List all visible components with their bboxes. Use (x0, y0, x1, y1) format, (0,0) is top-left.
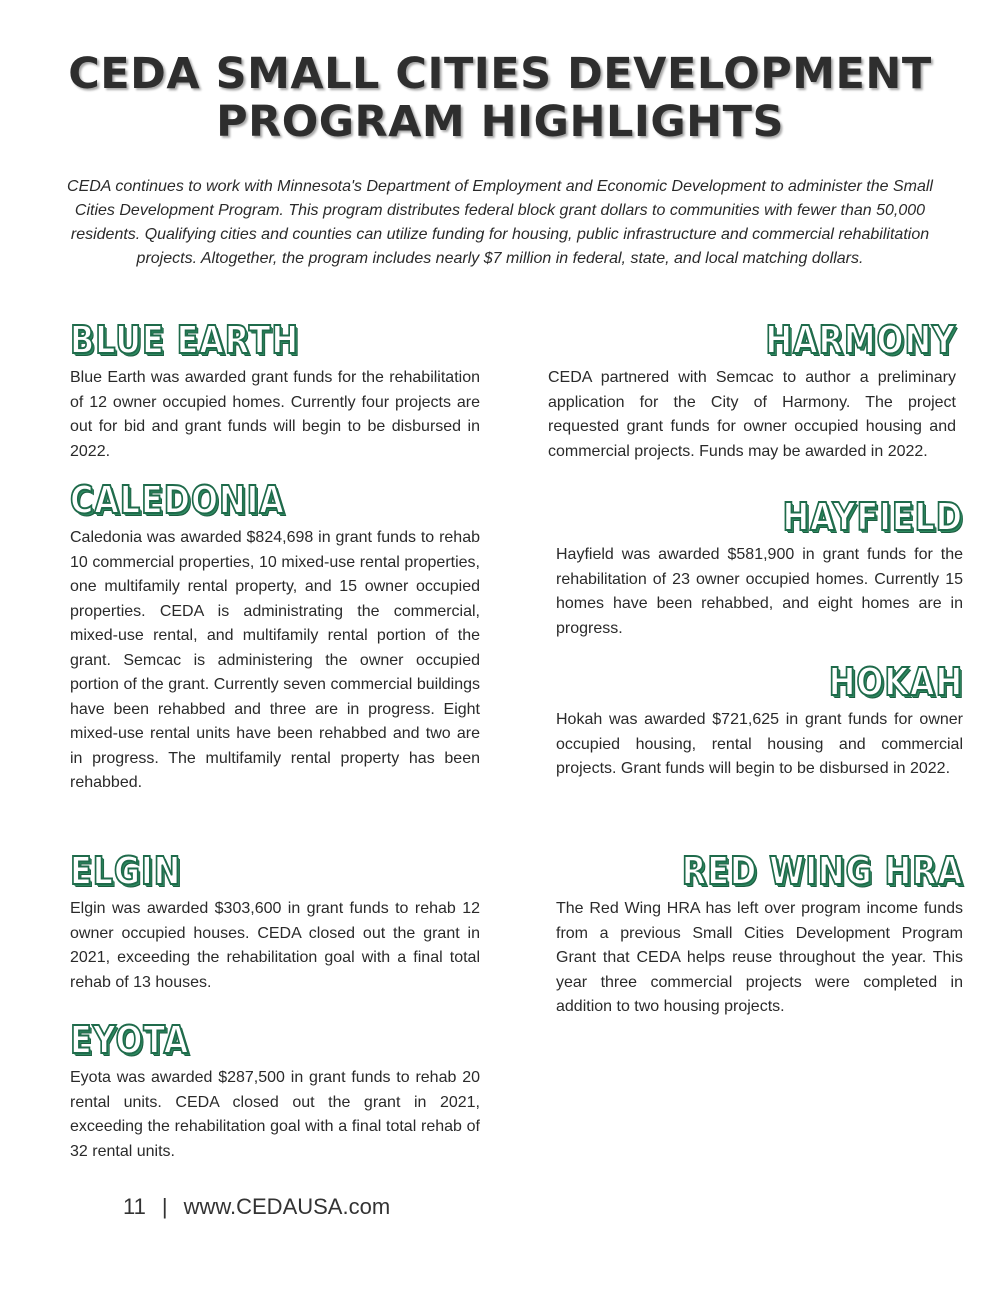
section-harmony (548, 318, 956, 464)
section-elgin (70, 849, 480, 995)
page-title-line-2: PROGRAM HIGHLIGHTS (216, 97, 784, 147)
section-heading-blue-earth: BLUE EARTH (70, 318, 299, 362)
page-title (40, 50, 960, 146)
section-heading-red-wing-hra: RED WING HRA (681, 849, 963, 893)
section-hokah (556, 660, 963, 782)
section-heading-eyota: EYOTA (70, 1018, 190, 1062)
section-body-caledonia: Caledonia was awarded $824,698 in grant funds to rehab 10 commercial properties, 10 mixed-use rental properties, one multifamily rental property, and 15 owner occupied properties. CEDA is administrating the commercial, mixed-use rental, and multifamily rental portion of the grant. Semcac is administering the owner occupied portion of the grant. Currently seven commercial buildings have been rehabbed and three are in progress. Eight mixed-use rental units have been rehabbed and two are in progress. The multifamily rental property has been rehabbed. (70, 529, 480, 791)
page-number: 11 (123, 1194, 146, 1219)
section-body-red-wing-hra: The Red Wing HRA has left over program income funds from a previous Small Cities Development Program Grant that CEDA helps reuse throughout the year. This year three commercial projects were completed in addition to two housing projects. (556, 900, 963, 1015)
section-heading-hokah: HOKAH (828, 660, 963, 704)
section-hayfield (556, 495, 963, 641)
section-heading-elgin: ELGIN (70, 849, 182, 893)
footer-separator: | (161, 1194, 168, 1219)
section-eyota (70, 1018, 480, 1164)
section-caledonia (70, 478, 480, 796)
section-heading-harmony: HARMONY (765, 318, 956, 362)
section-body-harmony: CEDA partnered with Semcac to author a preliminary application for the City of Harmony. The project requested grant funds for owner occupied housing and commercial projects. Funds may be awarded in 2022. (548, 369, 956, 460)
intro-paragraph: CEDA continues to work with Minnesota's Department of Employment and Economic Development to administer the Small Cities Development Program. This program distributes federal block grant dollars to communities with fewer than 50,000 residents. Qualifying cities and counties can utilize funding for housing, public infrastructure and commercial rehabilitation projects. Altogether, the program includes nearly $7 million in federal, state, and local matching dollars. (67, 178, 933, 267)
section-body-hayfield: Hayfield was awarded $581,900 in grant funds for the rehabilitation of 23 owner occupied homes. Currently 15 homes have been rehabbed, and eight homes are in progress. (556, 546, 963, 637)
website-link[interactable]: www.CEDAUSA.com (183, 1194, 391, 1219)
section-blue-earth (70, 318, 480, 464)
section-body-eyota: Eyota was awarded $287,500 in grant funds to rehab 20 rental units. CEDA closed out the grant in 2021, exceeding the rehabilitation goal with a final total rehab of 32 rental units. (70, 1069, 480, 1160)
section-heading-hayfield: HAYFIELD (782, 495, 963, 539)
section-red-wing-hra (556, 849, 963, 1020)
section-body-elgin: Elgin was awarded $303,600 in grant funds to rehab 12 owner occupied houses. CEDA closed out the grant in 2021, exceeding the rehabilitation goal with a final total rehab of 13 houses. (70, 900, 480, 991)
section-body-hokah: Hokah was awarded $721,625 in grant funds for owner occupied housing, rental housing and commercial projects. Grant funds will begin to be disbursed in 2022. (556, 711, 963, 777)
page-title-line-1: CEDA SMALL CITIES DEVELOPMENT (68, 49, 932, 99)
section-heading-caledonia: CALEDONIA (70, 478, 285, 522)
page-footer (123, 1192, 390, 1222)
section-body-blue-earth: Blue Earth was awarded grant funds for the rehabilitation of 12 owner occupied homes. Currently four projects are out for bid and grant funds will begin to be disbursed in 2022. (70, 369, 480, 460)
